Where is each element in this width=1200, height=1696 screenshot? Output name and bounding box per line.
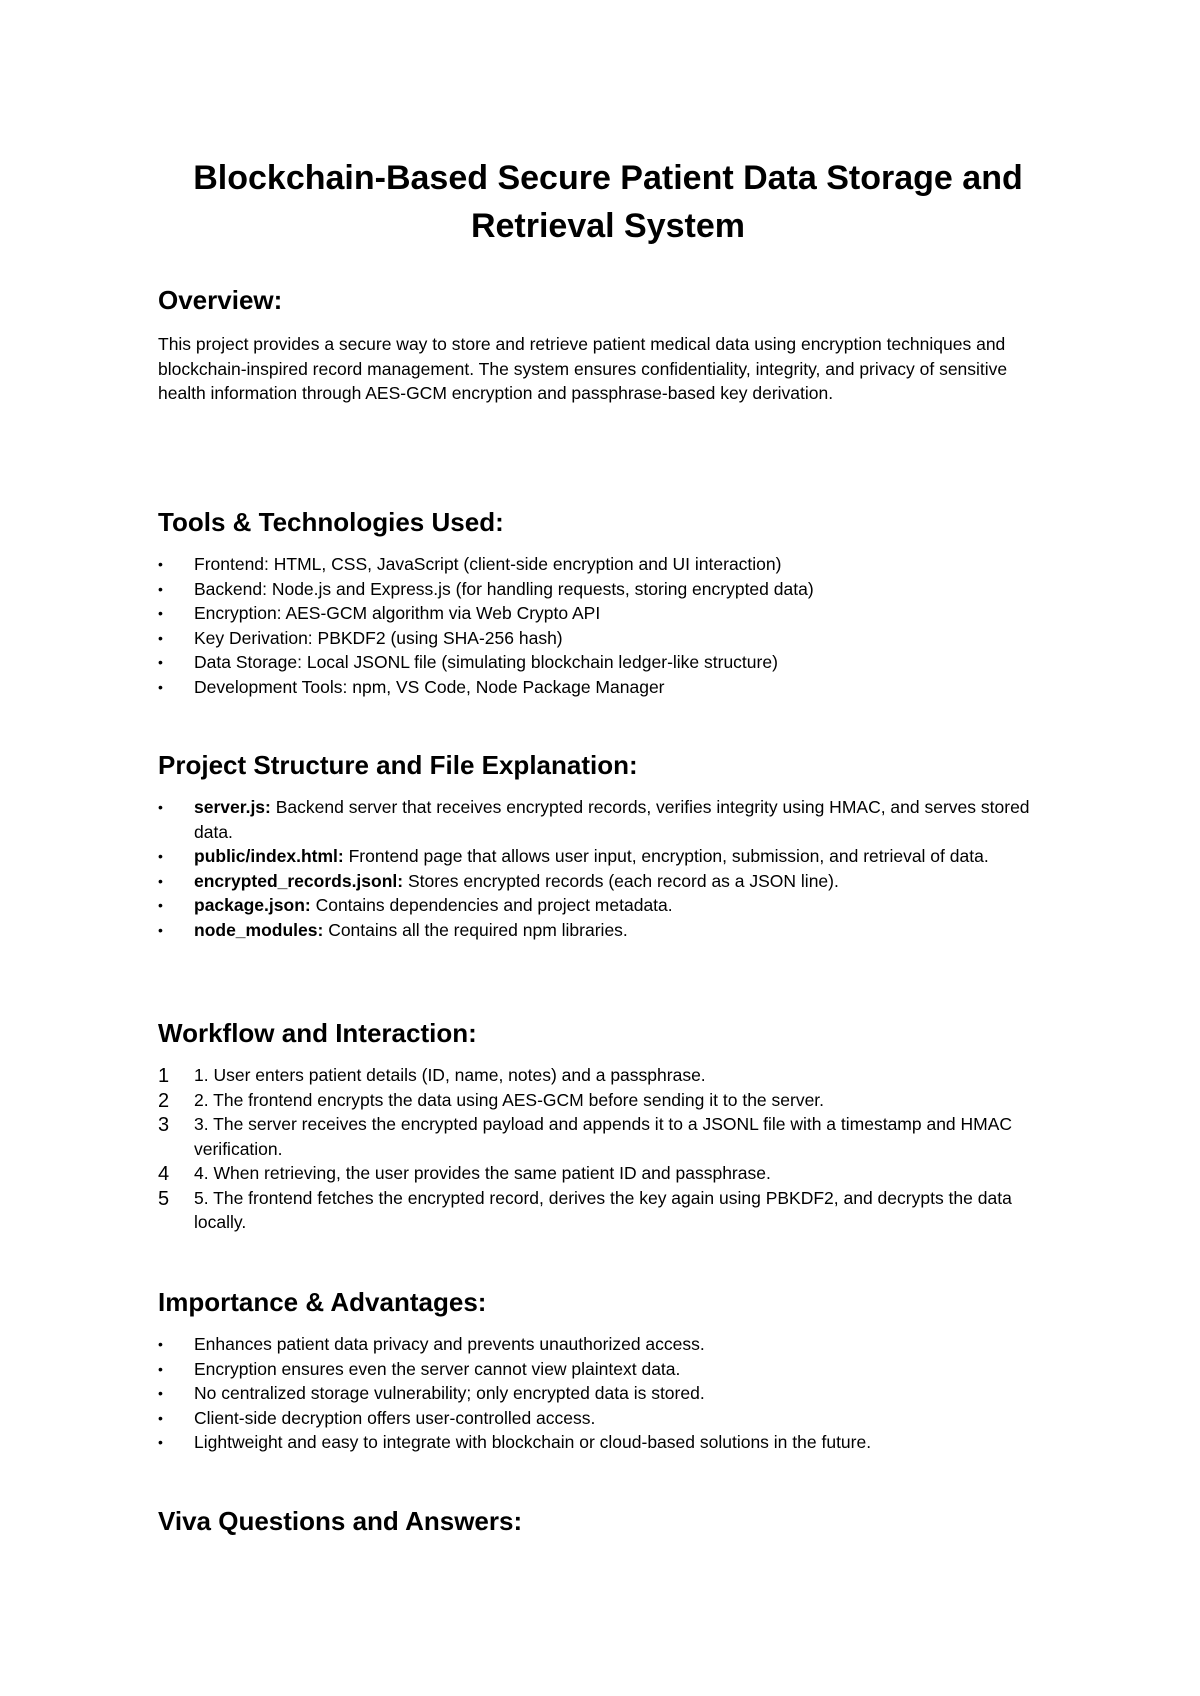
importance-heading: Importance & Advantages: [158,1287,487,1317]
importance-section [158,1286,1058,1455]
list-item: • Lightweight and easy to integrate with blockchain or cloud-based solutions in the future. [158,1430,1058,1455]
list-item [158,844,1058,869]
list-item [158,795,1058,844]
workflow-heading: Workflow and Interaction: [158,1018,477,1048]
file-description: Stores encrypted records (each record as a JSON line). [403,870,839,891]
workflow-section [158,1017,1058,1235]
step-number: 1 [158,1065,170,1087]
list-item: 3 3. The server receives the encrypted payload and appends it to a JSONL file with a timestamp and HMAC verification. [158,1114,1013,1159]
bullet-icon: • [158,1360,163,1377]
file-description: Contains dependencies and project metadata. [310,895,673,915]
tools-list [158,552,1058,699]
structure-heading: Project Structure and File Explanation: [158,750,638,780]
bullet-icon: • [158,872,163,889]
bullet-icon: • [158,897,163,913]
bullet-icon: • [158,1409,163,1426]
step-number: 3 [158,1114,170,1136]
list-item: 4 4. When retrieving, the user provides the same patient ID and passphrase. [158,1163,771,1185]
bullet-icon: • [158,848,163,864]
list-item: • Encryption: AES-GCM algorithm via Web Crypto API [158,601,1058,626]
bullet-icon: • [158,1336,163,1352]
list-item: 2 2. The frontend encrypts the data using AES-GCM before sending it to the server. [158,1089,825,1112]
tools-heading: Tools & Technologies Used: [158,507,504,537]
step-number: 5 [158,1187,170,1210]
bullet-icon: • [158,556,163,572]
bullet-icon: • [158,580,163,597]
file-name: node_modules: [194,919,324,940]
viva-section [158,1505,1058,1537]
file-name: package.json: [194,895,311,915]
structure-section [158,749,1058,942]
list-item [158,918,1058,943]
list-item: • Key Derivation: PBKDF2 (using SHA-256 hash) [158,626,1058,651]
list-item: 1 1. User enters patient details (ID, name, notes) and a passphrase. [158,1065,706,1087]
structure-list [158,795,1058,942]
bullet-icon: • [158,654,163,670]
file-description: Contains all the required npm libraries. [323,919,628,940]
list-item [158,893,1058,918]
list-item: • Frontend: HTML, CSS, JavaScript (client-side encryption and UI interaction) [158,552,1058,577]
list-item: • Data Storage: Local JSONL file (simulating blockchain ledger-like structure) [158,650,1058,675]
list-item: • Enhances patient data privacy and prevents unauthorized access. [158,1332,1058,1357]
bullet-icon: • [158,799,163,815]
viva-heading: Viva Questions and Answers: [158,1506,523,1536]
bullet-icon: • [158,605,163,621]
step-number: 4 [158,1163,170,1185]
overview-heading: Overview: [158,285,283,315]
importance-list [158,1332,1058,1455]
file-description: Frontend page that allows user input, encryption, submission, and retrieval of data. [343,846,989,866]
list-item: • No centralized storage vulnerability; only encrypted data is stored. [158,1381,1058,1406]
file-name: encrypted_records.jsonl: [194,870,404,891]
document-title: Blockchain-Based Secure Patient Data Storage and Retrieval System [193,159,1023,245]
step-number: 2 [158,1089,170,1112]
workflow-list [158,1063,1058,1235]
file-name: server.js: [194,797,271,817]
list-item: • Backend: Node.js and Express.js (for handling requests, storing encrypted data) [158,577,1058,602]
list-item: 5 5. The frontend fetches the encrypted record, derives the key again using PBKDF2, and decrypts the data locally. [158,1187,1012,1232]
bullet-icon: • [158,921,163,938]
list-item [158,869,1058,894]
list-item: • Development Tools: npm, VS Code, Node Package Manager [158,675,1058,700]
tools-section [158,506,1058,699]
overview-section [158,284,1058,406]
file-description: Backend server that receives encrypted records, verifies integrity using HMAC, and serves stored data. [194,797,1030,842]
bullet-icon: • [158,1385,163,1401]
overview-text: This project provides a secure way to store and retrieve patient medical data using encryption techniques and blockchain-inspired record management. The system ensures confidentiality, integrity, and privacy of sensitive health information through AES-GCM encryption and passphrase-based key derivation. [158,334,1008,403]
bullet-icon: • [158,678,163,695]
list-item: • Client-side decryption offers user-controlled access. [158,1406,1058,1431]
file-name: public/index.html: [194,846,344,866]
bullet-icon: • [158,1434,163,1450]
list-item: • Encryption ensures even the server cannot view plaintext data. [158,1357,1058,1382]
bullet-icon: • [158,629,163,646]
